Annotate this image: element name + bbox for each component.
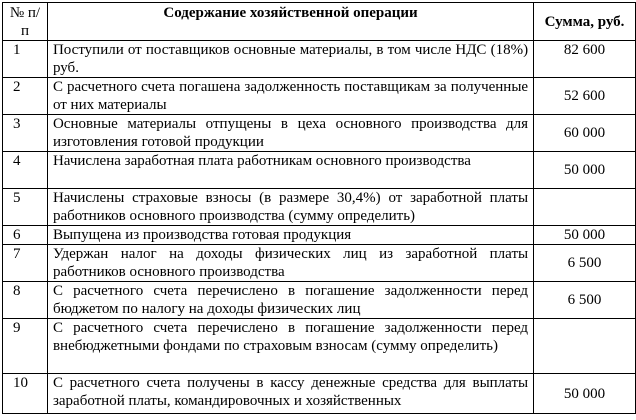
table-row xyxy=(3,189,636,226)
row-amount: 6 500 xyxy=(534,282,636,319)
row-description: С расчетного счета перечислено в погашение задолженности перед внебюджетными фондами по страховым взносам (сумму определить) xyxy=(47,319,533,374)
row-amount: 52 600 xyxy=(534,78,636,115)
row-num: 4 xyxy=(3,152,48,189)
row-num: 9 xyxy=(3,319,48,374)
header-amount: Сумма, руб. xyxy=(534,3,636,41)
row-num: 6 xyxy=(3,226,48,245)
table-row xyxy=(3,152,636,189)
row-amount: 60 000 xyxy=(534,115,636,152)
header-num xyxy=(3,3,48,41)
row-description: Основные материалы отпущены в цеха основного производства для изготовления готовой продукции xyxy=(47,115,533,152)
table-row xyxy=(3,282,636,319)
row-description: С расчетного счета перечислено в погашение задолженности перед бюджетом по налогу на доходы физических лиц xyxy=(47,282,533,319)
table-row xyxy=(3,319,636,374)
row-num: 8 xyxy=(3,282,48,319)
row-num: 10 xyxy=(3,374,48,414)
operations-table xyxy=(2,2,636,414)
row-num: 5 xyxy=(3,189,48,226)
header-row xyxy=(3,3,636,41)
row-description: Начислены страховые взносы (в размере 30,4%) от заработной платы работников основного производства (сумму определить) xyxy=(47,189,533,226)
table-row xyxy=(3,78,636,115)
operations-table-container xyxy=(2,2,636,414)
row-amount: 6 500 xyxy=(534,245,636,282)
header-description: Содержание хозяйственной операции xyxy=(47,3,533,41)
row-description: Выпущена из производства готовая продукция xyxy=(47,226,533,245)
table-row xyxy=(3,374,636,414)
row-amount: 82 600 xyxy=(534,41,636,78)
row-description: Начислена заработная плата работникам основного производства xyxy=(47,152,533,189)
row-amount xyxy=(534,319,636,374)
row-description: С расчетного счета получены в кассу денежные средства для выплаты заработной платы, командировочных и хозяйственных xyxy=(47,374,533,414)
row-amount: 50 000 xyxy=(534,374,636,414)
row-amount: 50 000 xyxy=(534,152,636,189)
row-amount: 50 000 xyxy=(534,226,636,245)
table-row xyxy=(3,115,636,152)
row-num: 2 xyxy=(3,78,48,115)
row-num: 7 xyxy=(3,245,48,282)
table-row xyxy=(3,41,636,78)
row-num: 1 xyxy=(3,41,48,78)
row-description: С расчетного счета погашена задолженность поставщикам за полученные от них материалы xyxy=(47,78,533,115)
table-row xyxy=(3,245,636,282)
table-row xyxy=(3,226,636,245)
row-num: 3 xyxy=(3,115,48,152)
row-amount xyxy=(534,189,636,226)
row-description: Поступили от поставщиков основные материалы, в том числе НДС (18%) руб. xyxy=(47,41,533,78)
row-description: Удержан налог на доходы физических лиц из заработной платы работников основного производства xyxy=(47,245,533,282)
header-num-label: № п/п xyxy=(9,5,41,39)
